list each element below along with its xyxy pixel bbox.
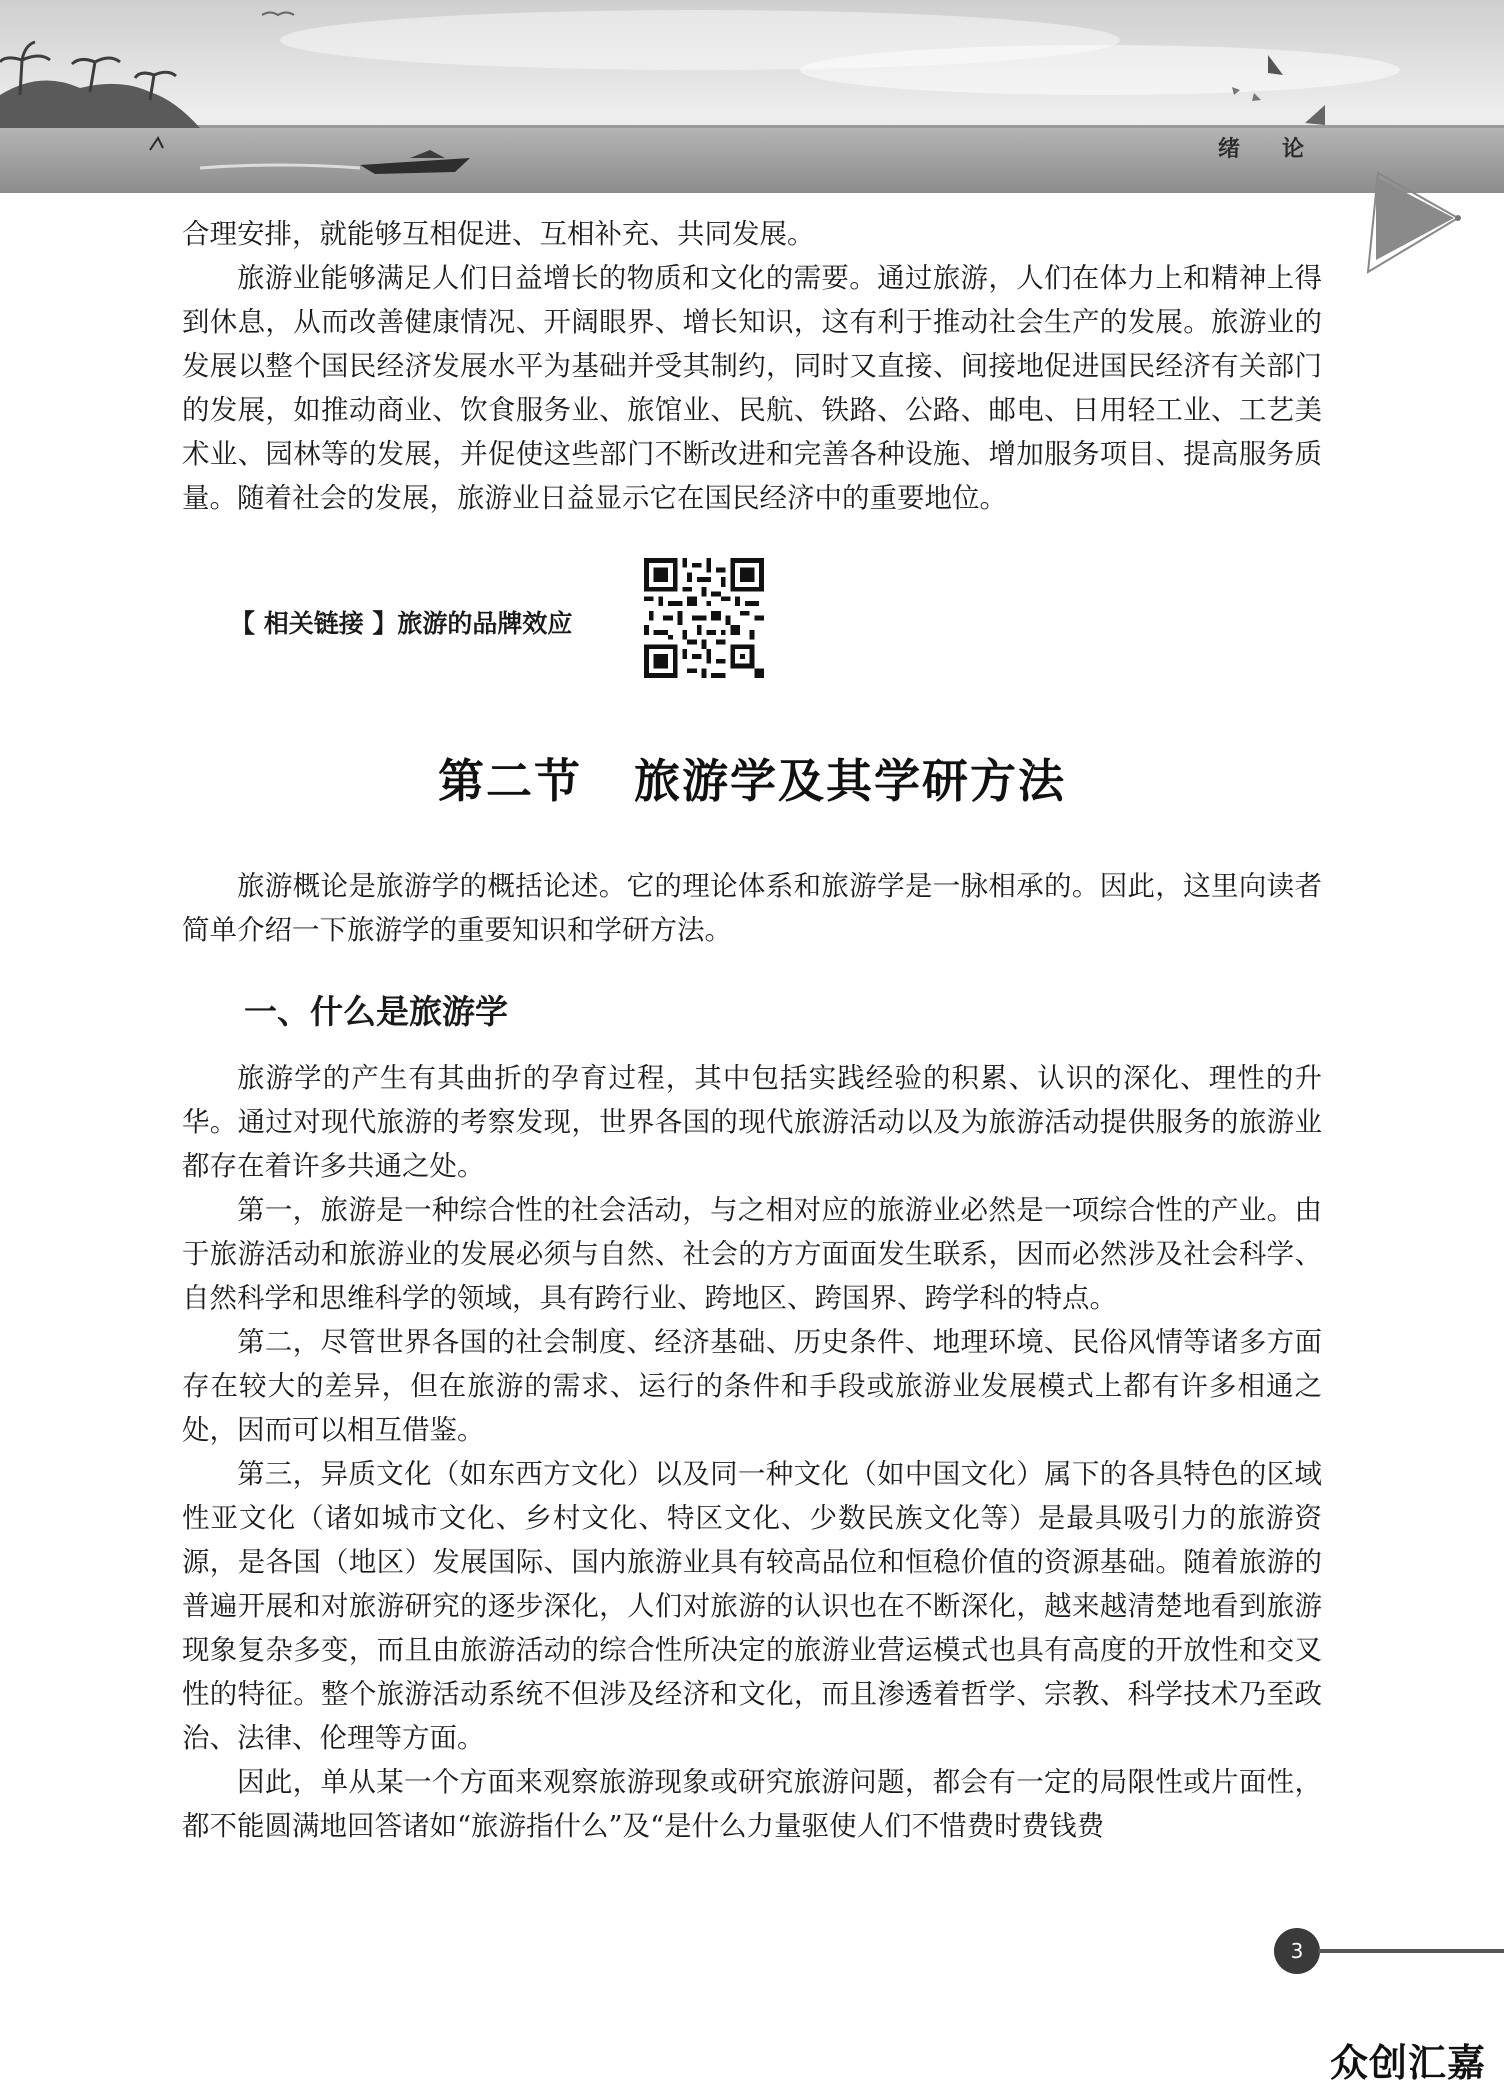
related-link-text[interactable]: 【 相关链接 】旅游的品牌效应 xyxy=(230,609,573,638)
decor-triangle-icon xyxy=(1225,55,1285,115)
paragraph: 旅游业能够满足人们日益增长的物质和文化的需要。通过旅游，人们在体力上和精神上得到休息，从而改善健康情况、开阔眼界、增长知识，这有利于推动社会生产的发展。旅游业的发展以整个国民经济发展水平为基础并受其制约，同时又直接、间接地促进国民经济有关部门的发展，如推动商业、饮食服务业、旅馆业、民航、铁路、公路、邮电、日用轻工业、工艺美术业、园林等的发展，并促使这些部门不断改进和完善各种设施、增加服务项目、提高服务质量。随着社会的发展，旅游业日益显示它在国民经济中的重要地位。 xyxy=(182,262,1322,514)
section-intro: 旅游概论是旅游学的概括论述。它的理论体系和旅游学是一脉相承的。因此，这里向读者简单介绍一下旅游学的重要知识和学研方法。 xyxy=(182,870,1322,946)
page-number: 3 xyxy=(1274,1928,1320,1974)
paragraph: 第一，旅游是一种综合性的社会活动，与之相对应的旅游业必然是一项综合性的产业。由于旅游活动和旅游业的发展必须与自然、社会的方方面面发生联系，因而必然涉及社会科学、自然科学和思维科学的领域，具有跨行业、跨地区、跨国界、跨学科的特点。 xyxy=(182,1194,1322,1314)
section-title xyxy=(0,745,1504,811)
related-link[interactable] xyxy=(230,558,830,680)
section-number: 第二节 xyxy=(438,754,582,808)
paragraph: 因此，单从某一个方面来观察旅游现象或研究旅游问题，都会有一定的局限性或片面性，都不能圆满地回答诸如“旅游指什么”及“是什么力量驱使人们不惜费时费钱费 xyxy=(182,1766,1322,1842)
paragraph: 旅游学的产生有其曲折的孕育过程，其中包括实践经验的积累、认识的深化、理性的升华。通过对现代旅游的考察发现，世界各国的现代旅游活动以及为旅游活动提供服务的旅游业都存在着许多共通之处。 xyxy=(182,1062,1322,1182)
decor-play-triangle-icon xyxy=(1360,165,1504,285)
decor-triangle-small-icon xyxy=(1300,105,1330,135)
page-number-line xyxy=(1318,1949,1504,1953)
paragraph: 合理安排，就能够互相促进、互相补充、共同发展。 xyxy=(182,218,815,250)
subheading: 一、什么是旅游学 xyxy=(244,992,508,1031)
body-text-top xyxy=(182,212,1322,520)
qr-code-icon[interactable] xyxy=(644,558,764,678)
section-heading: 旅游学及其学研方法 xyxy=(634,754,1066,808)
paragraph: 第三，异质文化（如东西方文化）以及同一种文化（如中国文化）属下的各具特色的区域性亚文化（诸如城市文化、乡村文化、特区文化、少数民族文化等）是最具吸引力的旅游资源，是各国（地区）发展国际、国内旅游业具有较高品位和恒稳价值的资源基础。随着旅游的普遍开展和对旅游研究的逐步深化，人们对旅游的认识也在不断深化，越来越清楚地看到旅游现象复杂多变，而且由旅游活动的综合性所决定的旅游业营运模式也具有高度的开放性和交叉性的特征。整个旅游活动系统不但涉及经济和文化，而且渗透着哲学、宗教、科学技术乃至政治、法律、伦理等方面。 xyxy=(182,1458,1322,1754)
watermark: 众创汇嘉 xyxy=(1330,2041,1487,2085)
paragraph: 第二，尽管世界各国的社会制度、经济基础、历史条件、地理环境、民俗风情等诸多方面存在较大的差异，但在旅游的需求、运行的条件和手段或旅游业发展模式上都有许多相通之处，因而可以相互借鉴。 xyxy=(182,1326,1322,1446)
body-text-bottom xyxy=(182,864,1322,1848)
chapter-label: 绪论 xyxy=(1218,137,1347,162)
